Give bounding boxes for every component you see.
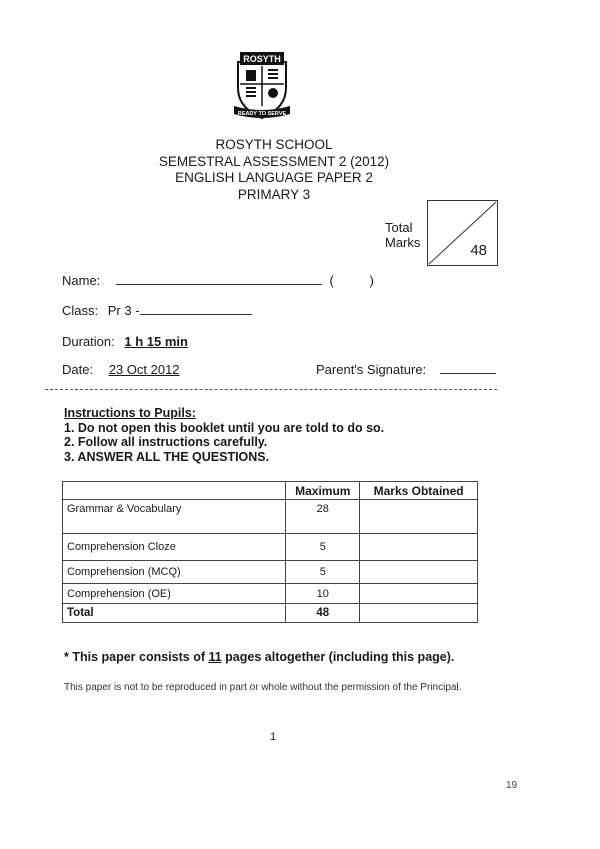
section-maximum: 10 — [286, 584, 360, 604]
section-obtained[interactable] — [360, 561, 478, 584]
svg-text:ROSYTH: ROSYTH — [243, 54, 281, 64]
date-row — [62, 362, 180, 377]
class-row — [62, 303, 252, 318]
page-count: 11 — [208, 650, 222, 664]
table-total-row — [63, 604, 478, 623]
marks-table — [62, 481, 478, 623]
level-title: PRIMARY 3 — [237, 186, 311, 202]
table-row — [63, 584, 478, 604]
date-value: 23 Oct 2012 — [108, 362, 180, 377]
section-obtained[interactable] — [360, 534, 478, 561]
table-header-row — [63, 482, 478, 500]
page-count-note: * This paper consists of 11 pages altogether (including this page). — [64, 650, 455, 664]
signature-blank[interactable] — [440, 362, 496, 374]
name-label: Name: — [62, 273, 101, 288]
section-divider — [45, 389, 497, 390]
name-row: Name: ( ) — [62, 273, 374, 288]
total-maximum: 48 — [286, 604, 360, 623]
section-obtained[interactable] — [360, 500, 478, 534]
table-row — [63, 534, 478, 561]
class-blank[interactable] — [140, 303, 252, 315]
school-crest-logo — [232, 48, 292, 120]
class-value: Pr 3 - — [107, 303, 140, 318]
section-name: Comprehension (MCQ) — [63, 561, 286, 584]
school-name: ROSYTH SCHOOL — [215, 137, 333, 152]
page-number: 1 — [270, 731, 277, 743]
total-marks-value: 48 — [470, 242, 487, 259]
column-header — [63, 482, 286, 500]
name-blank[interactable] — [116, 273, 322, 285]
duration-row — [62, 334, 188, 349]
signature-label: Parent's Signature: — [316, 362, 427, 377]
section-name: Comprehension (OE) — [63, 584, 286, 604]
instruction-item: 3. ANSWER ALL THE QUESTIONS. — [64, 449, 270, 464]
instructions-title: Instructions to Pupils: — [64, 406, 196, 420]
column-header-marks-obtained: Marks Obtained — [360, 482, 478, 500]
total-label: Total — [63, 604, 286, 623]
section-name: Grammar & Vocabulary — [63, 500, 286, 534]
assessment-title: SEMESTRAL ASSESSMENT 2 (2012) — [158, 153, 390, 169]
reproduction-notice: This paper is not to be reproduced in part or whole without the permission of the Principal. — [64, 682, 462, 693]
corner-mark: 19 — [506, 780, 518, 791]
duration-label: Duration: — [62, 334, 115, 349]
section-maximum: 5 — [286, 534, 360, 561]
svg-text:READY TO SERVE: READY TO SERVE — [237, 111, 287, 117]
class-label: Class: — [62, 303, 99, 318]
section-name: Comprehension Cloze — [63, 534, 286, 561]
instruction-item: 2. Follow all instructions carefully. — [64, 435, 268, 449]
table-row — [63, 500, 478, 534]
total-obtained[interactable] — [360, 604, 478, 623]
column-header-maximum: Maximum — [286, 482, 360, 500]
instructions-block — [64, 406, 384, 464]
duration-value: 1 h 15 min — [124, 334, 188, 349]
paper-header — [0, 137, 548, 203]
signature-row — [316, 362, 496, 377]
section-maximum: 5 — [286, 561, 360, 584]
section-maximum: 28 — [286, 500, 360, 534]
paper-title: ENGLISH LANGUAGE PAPER 2 — [175, 170, 373, 185]
table-row — [63, 561, 478, 584]
instruction-item: 1. Do not open this booklet until you are told to do so. — [64, 420, 385, 435]
total-marks-label: Total Marks — [385, 220, 421, 250]
total-marks-box — [427, 200, 498, 266]
section-obtained[interactable] — [360, 584, 478, 604]
date-label: Date: — [62, 362, 94, 377]
